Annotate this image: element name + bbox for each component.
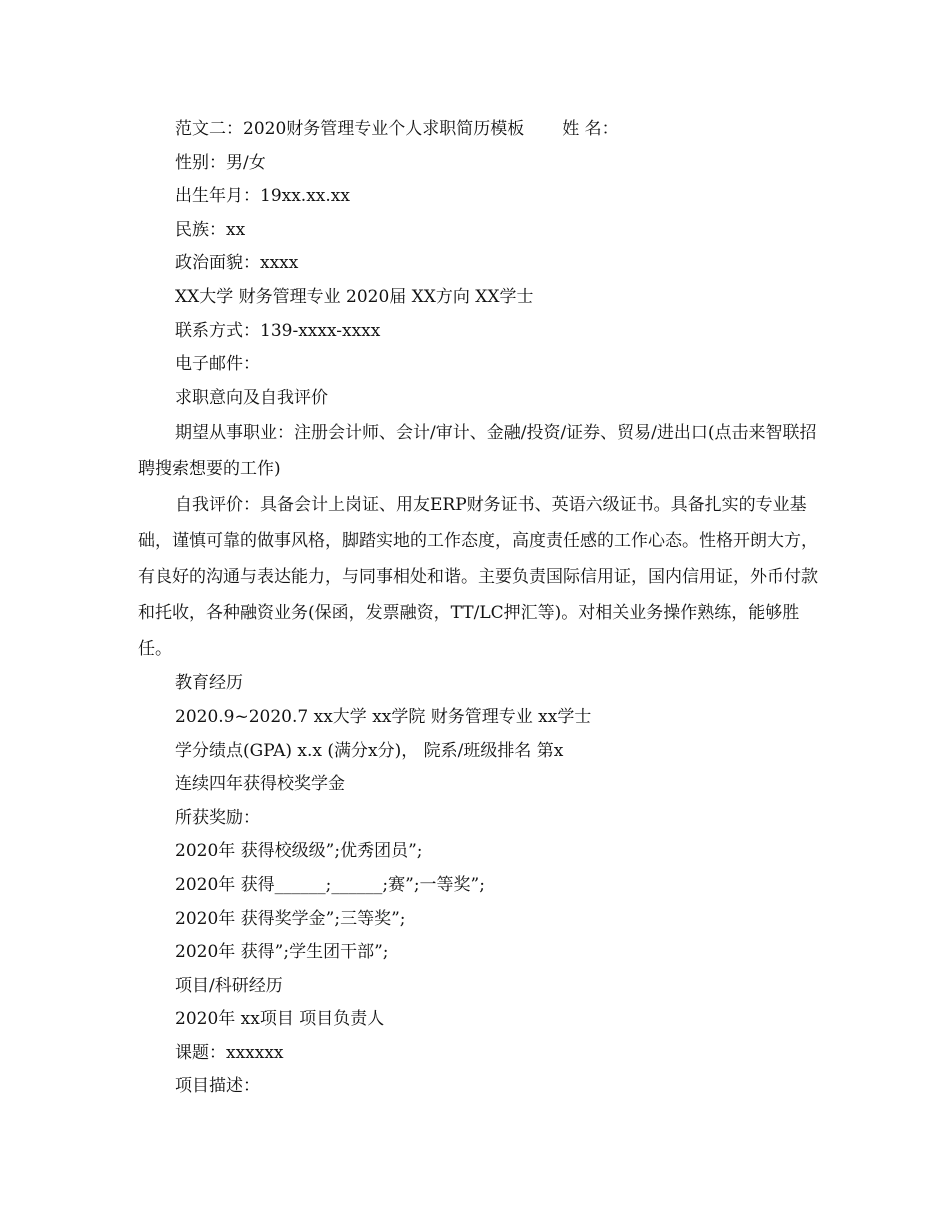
title-line [138,113,828,147]
info-gender: 性别：男/女 [175,152,266,173]
info-birth: 出生年月：19xx.xx.xx [175,186,350,207]
info-contact: 联系方式：139-xxxx-xxxx [175,320,381,341]
award-item: 2020年 获得奖学金”;三等奖”; [175,908,406,929]
education-item: 2020.9~2020.7 xx大学 xx学院 财务管理专业 xx学士 [175,706,592,727]
info-school: XX大学 财务管理专业 2020届 XX方向 XX学士 [175,286,534,307]
project-item: 课题：xxxxxx [175,1042,284,1063]
award-item: 2020年 获得”;学生团干部”; [175,942,389,963]
section-heading-awards: 所获奖励： [175,807,260,828]
education-item: 学分绩点(GPA) x.x (满分x分)， 院系/班级排名 第x [175,740,564,761]
award-item: 2020年 获得______;______;赛”;一等奖”; [175,874,485,895]
project-item: 项目描述： [175,1076,260,1097]
education-item: 连续四年获得校奖学金 [175,774,345,795]
award-item: 2020年 获得校级级”;优秀团员”; [175,841,423,862]
document-title: 范文二：2020财务管理专业个人求职简历模板 [175,119,525,139]
section-heading-education: 教育经历 [175,673,243,694]
section-heading-intent: 求职意向及自我评价 [175,387,328,408]
info-email: 电子邮件： [175,354,260,375]
self-evaluation-paragraph: 自我评价：具备会计上岗证、用友ERP财务证书、英语六级证书。具备扎实的专业基础，谨慎可靠的做事风格，脚踏实地的工作态度，高度责任感的工作心态。性格开朗大方，有良好的沟通与表达能力，与同事相处和谐。主要负责国际信用证，国内信用证，外币付款和托收，各种融资业务(保函，发票融资，TT/LC押汇等)。对相关业务操作熟练，能够胜任。 [138,495,818,660]
info-political: 政治面貌：xxxx [175,253,299,274]
project-item: 2020年 xx项目 项目负责人 [175,1009,385,1030]
expectation-paragraph: 期望从事职业：注册会计师、会计/审计、金融/投资/证券、贸易/进出口(点击来智联招聘搜索想要的工作) [138,423,817,480]
resume-content [138,113,828,1104]
info-ethnicity: 民族：xx [175,219,246,240]
name-label: 姓 名： [562,119,619,139]
section-heading-projects: 项目/科研经历 [175,975,283,996]
